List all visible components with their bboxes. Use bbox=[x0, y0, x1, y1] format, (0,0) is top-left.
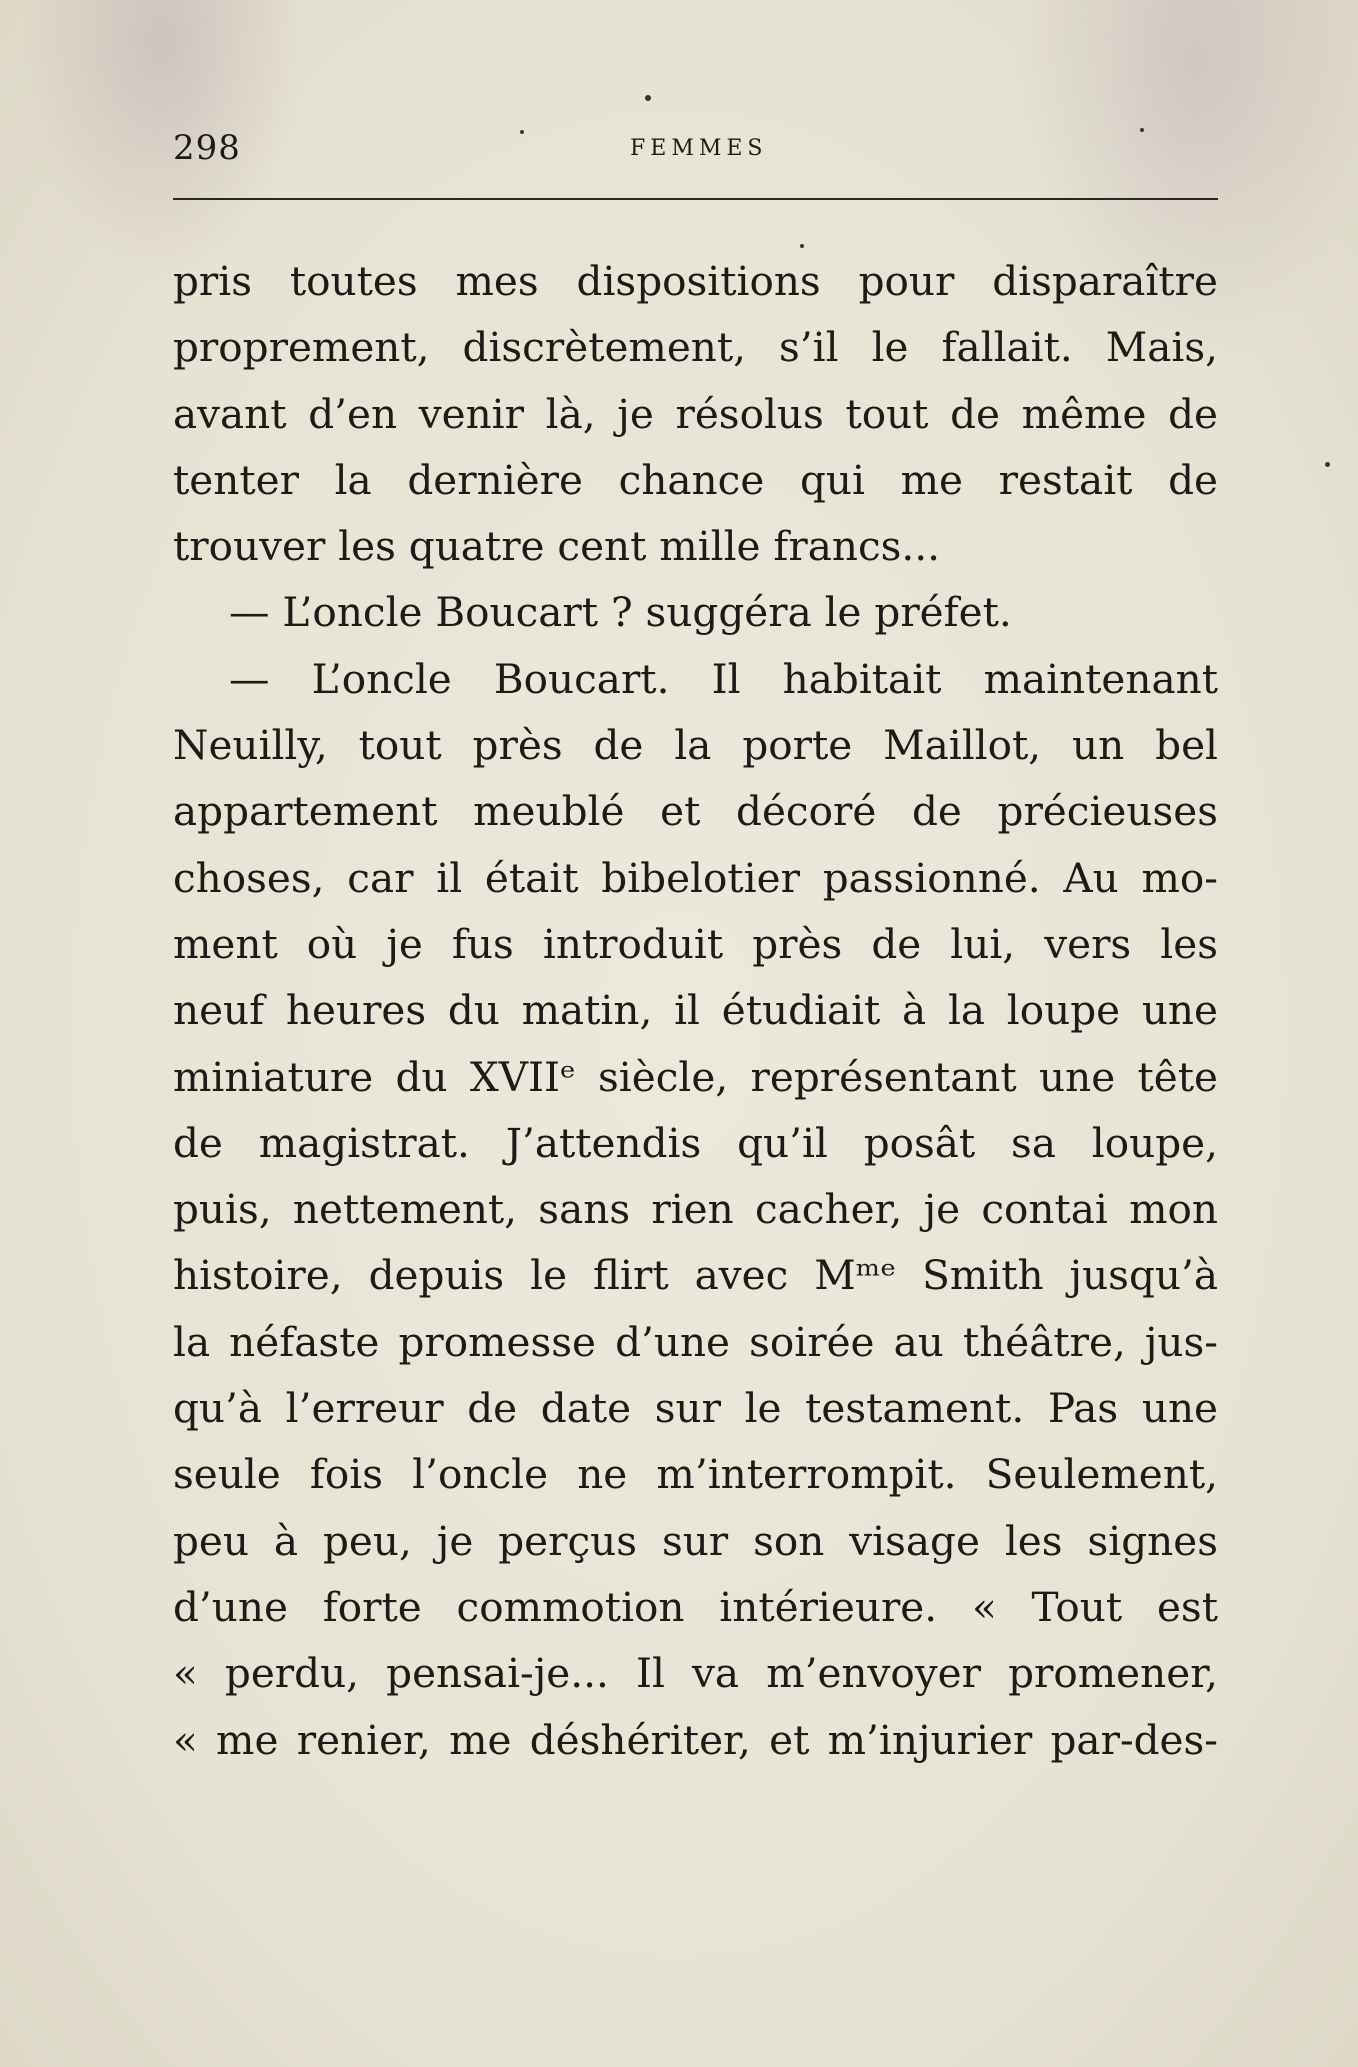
text-line: la néfaste promesse d’une soirée au théâtre, jus- bbox=[173, 1317, 1218, 1366]
text-line: seule fois l’oncle ne m’interrompit. Seulement, bbox=[173, 1450, 1218, 1499]
running-title: FEMMES bbox=[630, 136, 768, 161]
text-line: qu’à l’erreur de date sur le testament. Pas une bbox=[173, 1384, 1218, 1433]
text-line: histoire, depuis le flirt avec Mᵐᵉ Smith jusqu’à bbox=[173, 1251, 1218, 1300]
text-line: trouver les quatre cent mille francs... bbox=[173, 522, 941, 571]
text-line: de magistrat. J’attendis qu’il posât sa loupe, bbox=[173, 1118, 1218, 1167]
body-text bbox=[173, 248, 1218, 1773]
text-line: — L’oncle Boucart ? suggéra le préfet. bbox=[229, 588, 1012, 637]
ink-speck bbox=[645, 95, 651, 101]
text-line: neuf heures du matin, il étudiait à la loupe une bbox=[173, 986, 1218, 1035]
text-line: peu à peu, je perçus sur son visage les signes bbox=[173, 1516, 1218, 1565]
text-line: d’une forte commotion intérieure. « Tout est bbox=[173, 1582, 1218, 1631]
page-number: 298 bbox=[173, 128, 241, 168]
ink-speck bbox=[1325, 462, 1330, 467]
text-line: « me renier, me déshériter, et m’injurier par-des- bbox=[173, 1715, 1218, 1764]
text-line: choses, car il était bibelotier passionné. Au mo- bbox=[173, 853, 1218, 902]
text-line: tenter la dernière chance qui me restait de bbox=[173, 455, 1218, 504]
running-head bbox=[173, 120, 1218, 180]
text-line: avant d’en venir là, je résolus tout de même de bbox=[173, 389, 1218, 438]
text-line: appartement meublé et décoré de précieuses bbox=[173, 787, 1218, 836]
text-line: Neuilly, tout près de la porte Maillot, un bel bbox=[173, 721, 1218, 770]
text-line: — L’oncle Boucart. Il habitait maintenant bbox=[229, 654, 1218, 703]
text-line: pris toutes mes dispositions pour disparaître bbox=[173, 257, 1218, 305]
header-rule bbox=[173, 198, 1218, 200]
text-line: ment où je fus introduit près de lui, vers les bbox=[173, 919, 1218, 968]
text-line: proprement, discrètement, s’il le fallait. Mais, bbox=[173, 323, 1218, 372]
text-line: puis, nettement, sans rien cacher, je contai mon bbox=[173, 1185, 1218, 1234]
text-line: « perdu, pensai-je... Il va m’envoyer promener, bbox=[173, 1649, 1218, 1698]
text-line: miniature du XVIIᵉ siècle, représentant une tête bbox=[173, 1052, 1218, 1101]
